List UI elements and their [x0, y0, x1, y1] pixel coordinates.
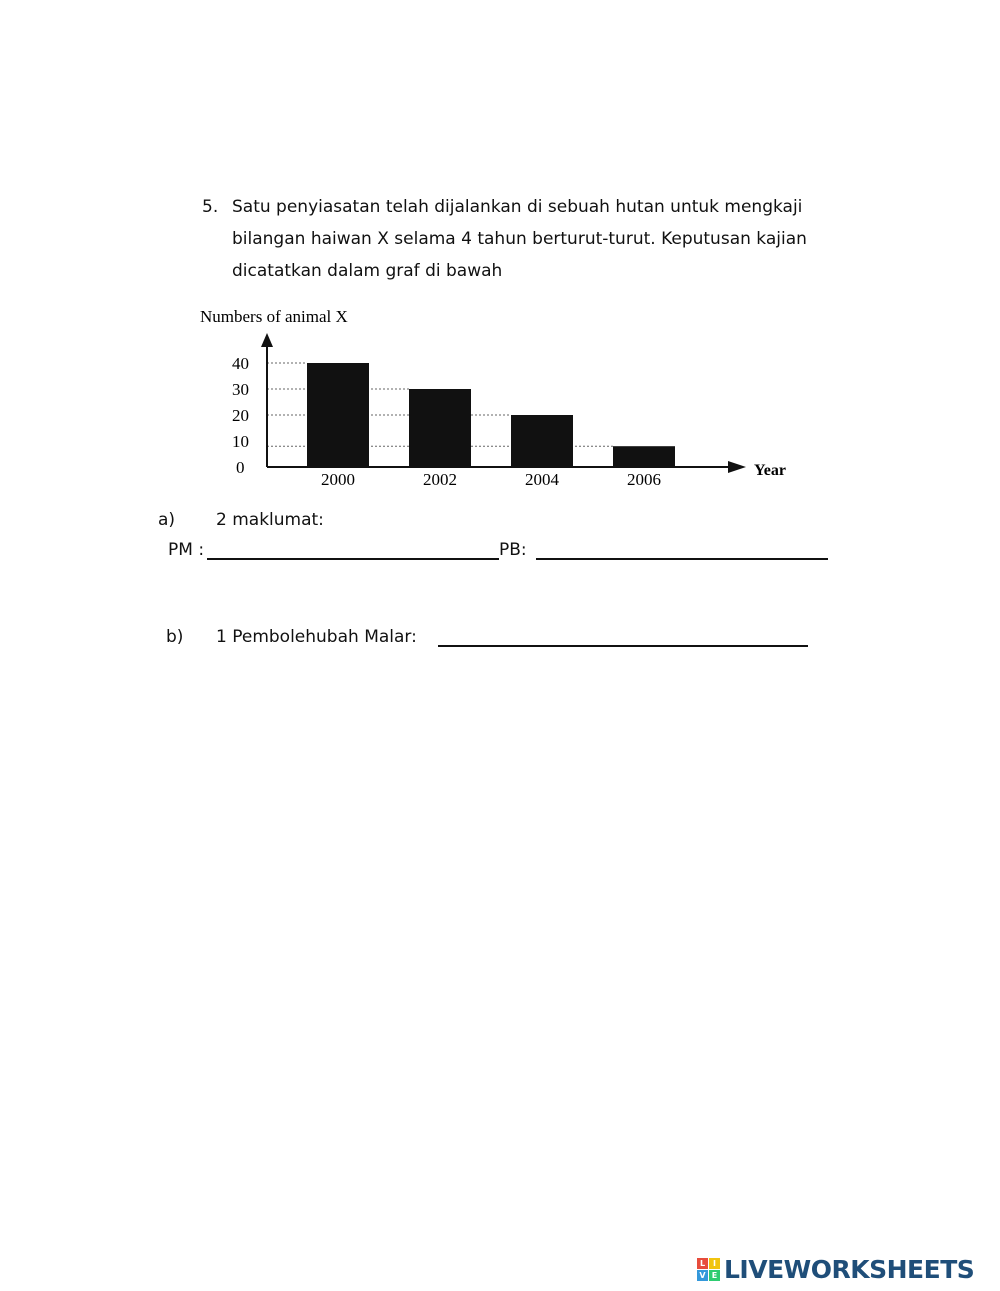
x-axis-arrow-icon — [728, 461, 746, 473]
y-tick-label: 0 — [236, 458, 245, 477]
bar-2006 — [613, 446, 675, 467]
pb-answer-blank[interactable] — [536, 558, 828, 560]
question-line-3: dicatatkan dalam graf di bawah — [232, 261, 503, 281]
liveworksheets-logo-icon — [697, 1258, 720, 1281]
liveworksheets-logo — [697, 1255, 974, 1284]
x-axis-label: Year — [754, 462, 786, 479]
x-tick-label: 2000 — [321, 470, 355, 489]
logo-icon-tile-i: I — [709, 1258, 720, 1269]
pm-label: PM : — [168, 540, 205, 560]
y-tick-label: 10 — [232, 432, 249, 451]
constant-variable-answer-blank[interactable] — [438, 645, 808, 647]
part-b-text: 1 Pembolehubah Malar: — [216, 627, 417, 647]
x-tick-label: 2002 — [423, 470, 457, 489]
pm-answer-blank[interactable] — [207, 558, 499, 560]
x-tick-label: 2006 — [627, 470, 661, 489]
y-tick-labels — [232, 354, 249, 477]
bar-2002 — [409, 389, 471, 467]
y-axis-label: Numbers of animal X — [200, 307, 348, 326]
y-axis-arrow-icon — [261, 333, 273, 347]
y-tick-label: 30 — [232, 380, 249, 399]
part-a-label: a) — [158, 510, 176, 530]
y-tick-label: 40 — [232, 354, 249, 373]
y-tick-label: 20 — [232, 406, 249, 425]
logo-text: LIVEWORKSHEETS — [724, 1255, 975, 1284]
pb-label: PB: — [499, 540, 527, 560]
logo-icon-tile-e: E — [709, 1270, 720, 1281]
bar-2004 — [511, 415, 573, 467]
x-tick-label: 2004 — [525, 470, 559, 489]
part-b-label: b) — [166, 627, 184, 647]
bar-2000 — [307, 363, 369, 467]
logo-icon-tile-l: L — [697, 1258, 708, 1269]
logo-icon-tile-v: V — [697, 1270, 708, 1281]
question-line-2: bilangan haiwan X selama 4 tahun berturut-turut. Keputusan kajian — [232, 229, 807, 249]
question-number: 5. — [202, 197, 219, 217]
part-a-text: 2 maklumat: — [216, 510, 324, 530]
question-line-1: Satu penyiasatan telah dijalankan di sebuah hutan untuk mengkaji — [232, 197, 803, 217]
bar-chart — [190, 300, 810, 500]
x-tick-labels — [321, 470, 661, 489]
